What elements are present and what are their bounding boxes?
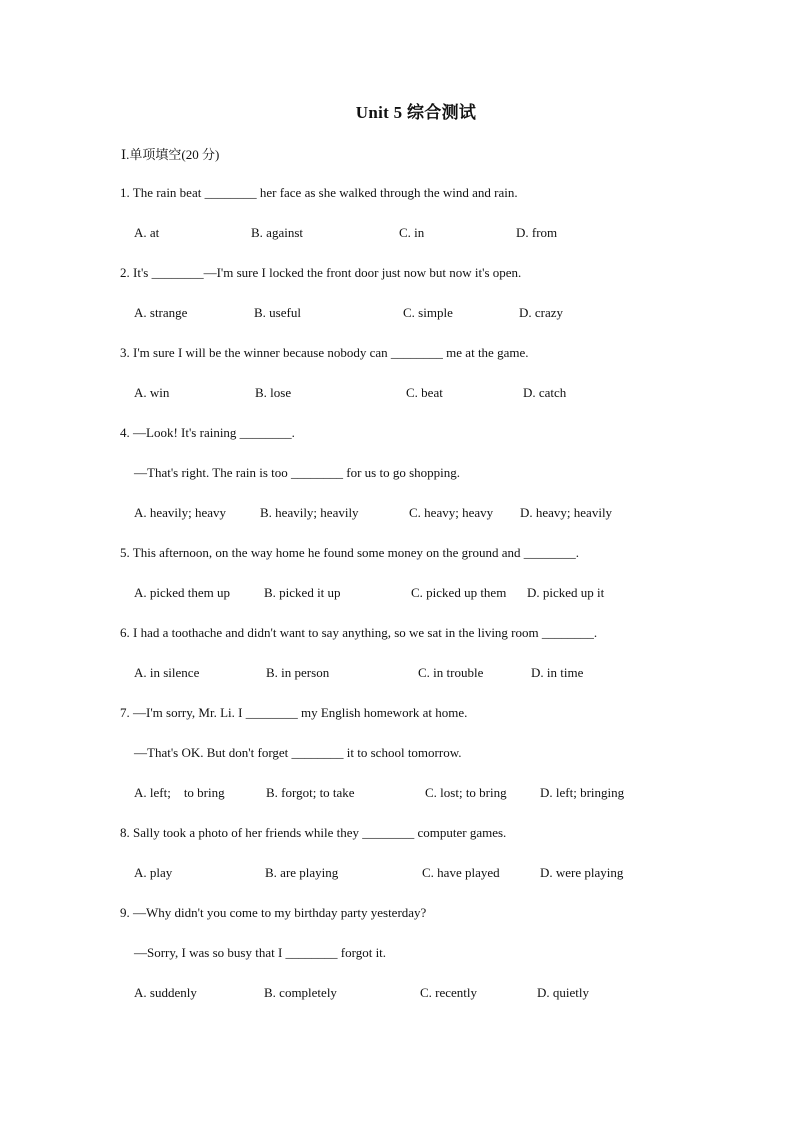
question-3-option-c: C. beat [406, 385, 443, 400]
question-5-option-a: A. picked them up [134, 585, 231, 600]
question-8-option-d: D. were playing [540, 865, 624, 880]
question-6-option-c: C. in trouble [418, 665, 484, 680]
question-7-option-b: B. forgot; to take [266, 785, 355, 800]
question-9-stem: 9. —Why didn't you come to my birthday party yesterday? [120, 905, 427, 920]
question-3-option-d: D. catch [523, 385, 567, 400]
question-5-option-b: B. picked it up [264, 585, 341, 600]
question-3-stem: 3. I'm sure I will be the winner because nobody can ________ me at the game. [120, 345, 529, 360]
question-3-option-b: B. lose [255, 385, 292, 400]
question-4-option-a: A. heavily; heavy [134, 505, 227, 520]
question-1-option-a: A. at [134, 225, 160, 240]
question-8-option-b: B. are playing [265, 865, 339, 880]
question-6-stem: 6. I had a toothache and didn't want to say anything, so we sat in the living room ________. [120, 625, 598, 640]
question-9-option-d: D. quietly [537, 985, 589, 1000]
question-9-option-a: A. suddenly [134, 985, 197, 1000]
question-4-option-c: C. heavy; heavy [409, 505, 494, 520]
question-9-option-c: C. recently [420, 985, 478, 1000]
question-2-option-a: A. strange [134, 305, 188, 320]
question-9-reply: —Sorry, I was so busy that I ________ forgot it. [134, 945, 387, 960]
question-1-option-d: D. from [516, 225, 558, 240]
question-7-option-d: D. left; bringing [540, 785, 625, 800]
question-4-reply: —That's right. The rain is too ________ for us to go shopping. [134, 465, 460, 480]
question-5-option-c: C. picked up them [411, 585, 507, 600]
question-8-option-c: C. have played [422, 865, 500, 880]
question-4-option-b: B. heavily; heavily [260, 505, 359, 520]
question-2-option-b: B. useful [254, 305, 301, 320]
question-2-option-c: C. simple [403, 305, 453, 320]
question-9-option-b: B. completely [264, 985, 337, 1000]
question-8-stem: 8. Sally took a photo of her friends while they ________ computer games. [120, 825, 507, 840]
page-title: Unit 5 综合测试 [355, 103, 477, 122]
question-4-option-d: D. heavy; heavily [520, 505, 613, 520]
question-1-option-b: B. against [251, 225, 303, 240]
section-heading: Ⅰ.单项填空(20 分) [121, 147, 220, 162]
question-2-stem: 2. It's ________—I'm sure I locked the front door just now but now it's open. [120, 265, 522, 280]
question-1-option-c: C. in [399, 225, 425, 240]
question-6-option-b: B. in person [266, 665, 330, 680]
question-8-option-a: A. play [134, 865, 173, 880]
question-7-stem: 7. —I'm sorry, Mr. Li. I ________ my English homework at home. [120, 705, 468, 720]
question-7-option-c: C. lost; to bring [425, 785, 507, 800]
question-2-option-d: D. crazy [519, 305, 564, 320]
question-7-reply: —That's OK. But don't forget ________ it to school tomorrow. [134, 745, 462, 760]
question-4-stem: 4. —Look! It's raining ________. [120, 425, 295, 440]
question-5-option-d: D. picked up it [527, 585, 605, 600]
question-5-stem: 5. This afternoon, on the way home he found some money on the ground and ________. [120, 545, 580, 560]
question-7-option-a: A. left; to bring [134, 785, 225, 800]
question-6-option-d: D. in time [531, 665, 584, 680]
question-1-stem: 1. The rain beat ________ her face as she walked through the wind and rain. [120, 185, 518, 200]
question-3-option-a: A. win [134, 385, 170, 400]
question-6-option-a: A. in silence [134, 665, 200, 680]
